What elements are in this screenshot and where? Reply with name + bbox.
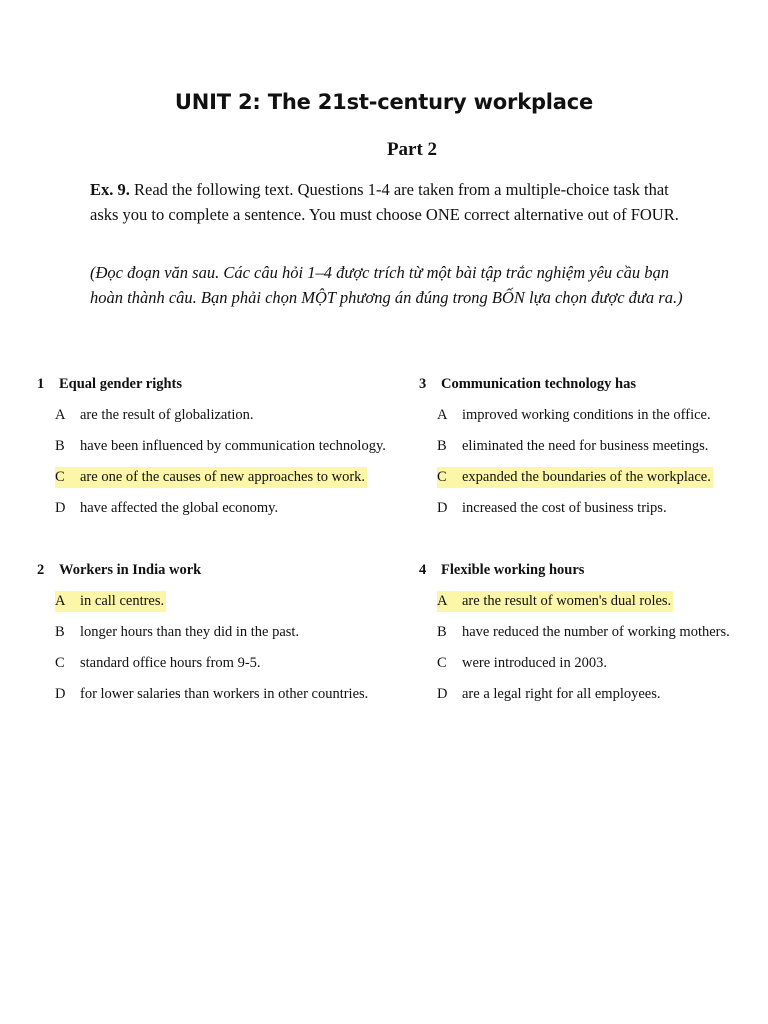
option-text: improved working conditions in the office. <box>462 407 711 423</box>
option-text: expanded the boundaries of the workplace. <box>462 469 711 485</box>
question-stem-text: Workers in India work <box>59 562 202 578</box>
option-letter: A <box>437 593 448 609</box>
option-text: increased the cost of business trips. <box>462 500 667 516</box>
option-b[interactable] <box>37 617 370 648</box>
option-text: eliminated the need for business meetings. <box>462 438 709 454</box>
question-stem <box>37 555 370 586</box>
option-b[interactable] <box>419 617 732 648</box>
option-text: were introduced in 2003. <box>462 655 607 671</box>
question-number: 4 <box>419 562 427 578</box>
option-d[interactable] <box>419 679 732 710</box>
question-number: 1 <box>37 376 45 392</box>
option-c-highlighted[interactable] <box>419 462 713 493</box>
option-text: are one of the causes of new approaches to work. <box>80 469 366 485</box>
answer-highlight <box>437 467 713 488</box>
option-c[interactable] <box>37 648 370 679</box>
option-letter: C <box>437 469 447 485</box>
question-1 <box>37 369 388 524</box>
option-c[interactable] <box>419 648 732 679</box>
option-text: have reduced the number of working mothers. <box>462 624 730 640</box>
option-c-highlighted[interactable] <box>37 462 388 493</box>
option-letter: A <box>55 407 66 423</box>
exercise-instructions-text: Read the following text. Questions 1-4 are taken from a multiple-choice task that asks you to complete a sentence. You must choose ONE correct alternative out of FOUR. <box>90 180 679 224</box>
option-letter: B <box>437 624 447 640</box>
question-stem <box>37 369 388 400</box>
option-text: are the result of women's dual roles. <box>462 593 672 609</box>
option-text: have affected the global economy. <box>80 500 279 516</box>
exercise-instructions-vietnamese: (Đọc đoạn văn sau. Các câu hỏi 1–4 được trích từ một bài tập trắc nghiệm yêu cầu bạn hoàn thành câu. Bạn phải chọn MỘT phương án đúng trong BỐN lựa chọn được đưa ra.) <box>90 263 683 307</box>
option-b[interactable] <box>419 431 713 462</box>
answer-highlight <box>55 467 367 488</box>
answer-highlight <box>55 591 166 612</box>
option-text: longer hours than they did in the past. <box>80 624 300 640</box>
option-text: have been influenced by communication technology. <box>80 438 386 454</box>
question-number: 3 <box>419 376 427 392</box>
option-text: in call centres. <box>80 593 165 609</box>
question-3 <box>419 369 713 524</box>
option-letter: A <box>55 593 66 609</box>
exercise-instructions <box>90 178 690 227</box>
option-a[interactable] <box>419 400 713 431</box>
option-text: for lower salaries than workers in other countries. <box>80 686 369 702</box>
question-stem-text: Flexible working hours <box>441 562 585 578</box>
option-a-highlighted[interactable] <box>37 586 370 617</box>
option-letter: A <box>437 407 448 423</box>
option-letter: D <box>55 686 66 702</box>
option-d[interactable] <box>37 493 388 524</box>
part-heading: Part 2 <box>386 139 438 160</box>
answer-highlight <box>437 591 673 612</box>
option-letter: D <box>437 500 448 516</box>
option-letter: B <box>55 624 65 640</box>
page-title: UNIT 2: The 21st-century workplace <box>174 90 594 114</box>
option-letter: B <box>437 438 447 454</box>
option-d[interactable] <box>419 493 713 524</box>
question-stem <box>419 369 713 400</box>
option-letter: D <box>55 500 66 516</box>
option-text: are a legal right for all employees. <box>462 686 661 702</box>
option-b[interactable] <box>37 431 388 462</box>
question-stem <box>419 555 732 586</box>
question-stem-text: Communication technology has <box>441 376 636 392</box>
option-text: are the result of globalization. <box>80 407 254 423</box>
option-text: standard office hours from 9-5. <box>80 655 261 671</box>
question-stem-text: Equal gender rights <box>59 376 183 392</box>
option-letter: C <box>55 469 65 485</box>
option-letter: C <box>55 655 65 671</box>
question-number: 2 <box>37 562 45 578</box>
option-letter: C <box>437 655 447 671</box>
question-2 <box>37 555 370 710</box>
option-a[interactable] <box>37 400 388 431</box>
option-a-highlighted[interactable] <box>419 586 732 617</box>
option-letter: B <box>55 438 65 454</box>
option-letter: D <box>437 686 448 702</box>
option-d[interactable] <box>37 679 370 710</box>
exercise-label: Ex. 9. <box>90 180 130 199</box>
question-4 <box>419 555 732 710</box>
